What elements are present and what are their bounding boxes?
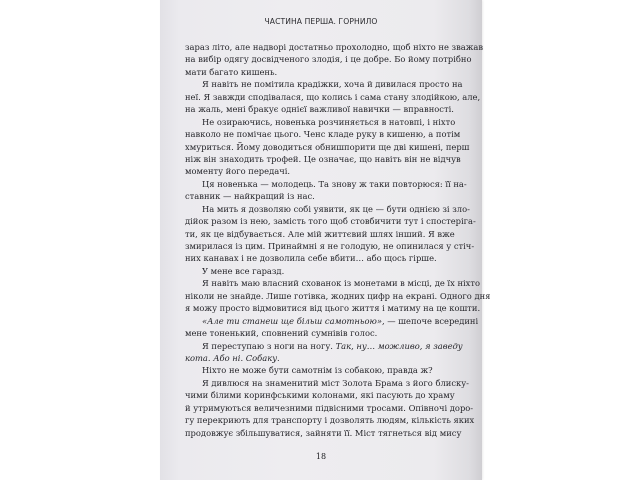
italic-text: кота. Або ні. Собаку. (185, 352, 280, 363)
text-line: Я дивлюся на знаменитий міст Золота Брама з його блиску- (202, 377, 469, 388)
text-line: змирилася із цим. Принаймні я не голодую, не опинилася у стіч- (185, 241, 475, 251)
text-line: навколо не помічає цього. Ченс кладе руку в кишеню, а потім (185, 129, 461, 140)
text-line: Не озираючись, новенька розчиняється в натовпі, і ніхто (202, 116, 456, 127)
text-line: хмуриться. Йому доводиться обнишпорити ще дві кишені, перш (185, 141, 470, 152)
text-line (185, 352, 453, 364)
text-line: Ніхто не може бути самотнім із собакою, правда ж? (202, 365, 433, 376)
italic-text: Так, ну… можливо, я заведу (335, 340, 463, 351)
text-line: них канавах і не дозволила себе вбити… або щось гірше. (185, 253, 437, 264)
text-line: Я навіть маю власний схованок із монетами в місці, де їх ніхто (202, 278, 481, 289)
body-text (185, 41, 491, 439)
text-segment: Я переступаю з ноги на ногу. (202, 340, 336, 351)
running-head: ЧАСТИНА ПЕРША. ГОРНИЛО (264, 17, 378, 26)
text-line: ніколи не знайде. Лише готівка, жодних цифр на екрані. Одного дня (185, 290, 491, 301)
text-line: ти, як це відбувається. Але мій життєвий шлях інший. Я вже (185, 228, 455, 239)
text-line: На мить я дозволяю собі уявити, як це — бути однією зі зло- (202, 203, 470, 214)
text-line: продовжує збільшуватися, зайняти її. Міст тягнеться від мису (185, 427, 462, 438)
text-line: зараз літо, але надворі достатньо прохолодно, щоб ніхто не зважав (185, 42, 484, 52)
text-line: й утримуються величезними підвісними тросами. Опівночі доро- (185, 402, 474, 413)
text-line: моменту його передачі. (185, 166, 291, 177)
text-line: на вибір одягу досвідченого злодія, і це добре. Бо йому потрібно (185, 54, 472, 65)
text-line: гу перекриють для транспорту і дозволять людям, кількість яких (185, 415, 475, 426)
page-number: 18 (315, 452, 327, 461)
text-line: Я навіть не помітила крадіжки, хоча й дивилася просто на (202, 79, 463, 90)
text-line (185, 340, 463, 352)
text-line: я можу просто відмовитися від цього життя і матиму на це кошти. (185, 303, 481, 314)
text-line: У мене все гаразд. (202, 265, 285, 276)
italic-text: «Але ти станеш ще більш самотньою» (202, 315, 382, 326)
text-line: Ця новенька — молодець. Та знову ж таки повторюся: її на- (202, 178, 467, 189)
text-line: неї. Я завжди сподівалася, що колись і сама стану злодійкою, але, (185, 91, 481, 102)
book-page (160, 0, 491, 480)
text-line: мати багато кишень. (185, 66, 278, 77)
text-line: мене тоненький, сповнений сумнівів голос. (185, 328, 378, 339)
text-line: на жаль, мені бракує однієї важливої навички — вправності. (185, 104, 454, 115)
text-line: ставник — найкращий із нас. (185, 191, 315, 202)
text-line: ніж він знаходить трофей. Це означає, що навіть він не відчув (185, 153, 461, 164)
text-segment: , — шепоче всередині (381, 315, 479, 326)
text-line: чими білими коринфськими колонами, які пасують до храму (185, 390, 455, 401)
text-line (185, 315, 479, 327)
text-line: дійок разом із нею, замість того щоб стовбичити тут і спостеріга- (185, 216, 476, 227)
